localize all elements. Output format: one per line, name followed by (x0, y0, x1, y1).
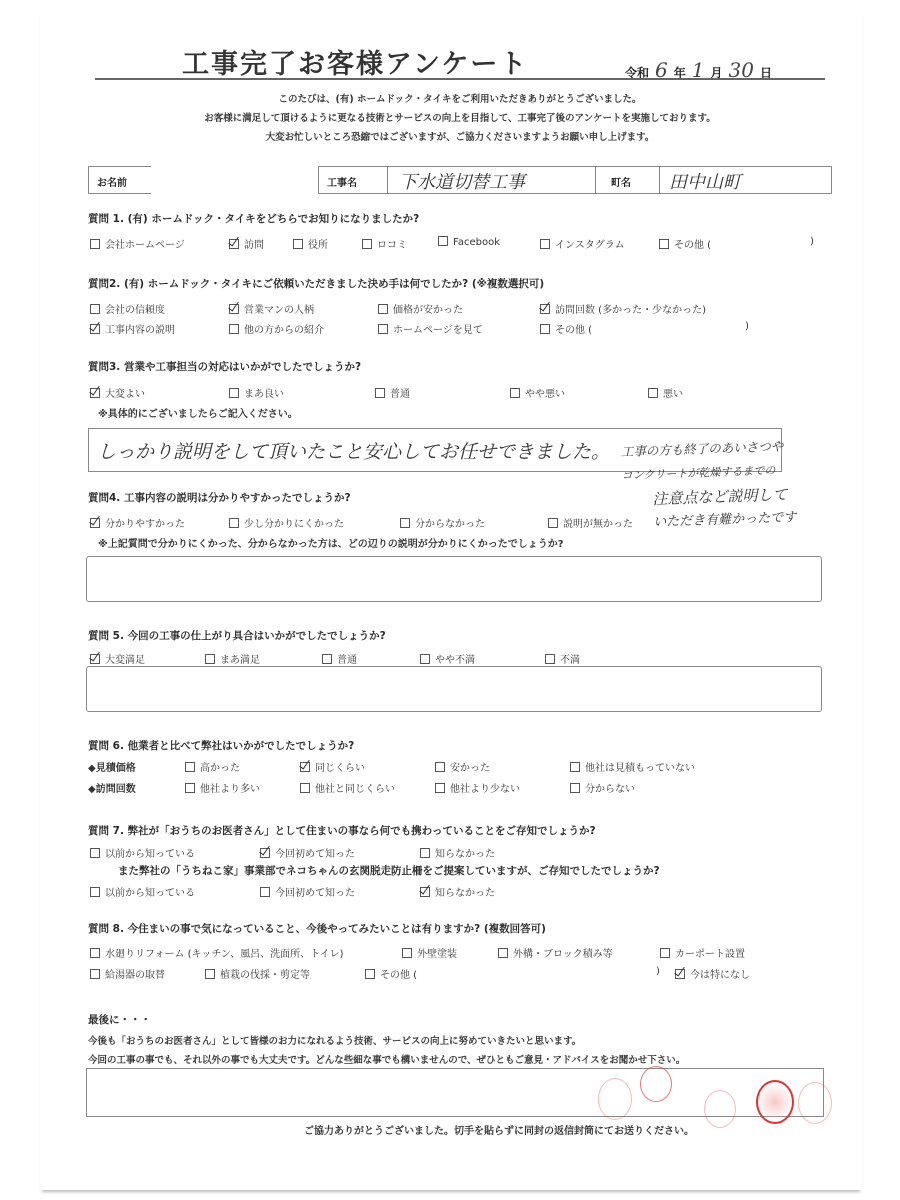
q7-option[interactable] (260, 884, 355, 899)
town-value[interactable]: 田中山町 (669, 172, 741, 193)
checkbox-icon[interactable] (229, 518, 239, 528)
q4-option[interactable] (229, 515, 344, 530)
q1-option[interactable] (659, 236, 711, 251)
title-rule (95, 78, 825, 80)
q7-option-label: 以前から知っている (105, 849, 195, 860)
q1-option-label: その他 ( (674, 240, 712, 251)
work-value[interactable]: 下水道切替工事 (399, 172, 525, 193)
checkbox-icon[interactable] (322, 654, 332, 664)
q2-option[interactable] (540, 321, 592, 336)
q1-option-label: 訪問 (244, 240, 264, 251)
closing-heading: 最後に・・・ (88, 1014, 151, 1026)
checkbox-icon[interactable] (90, 304, 100, 314)
work-info-fields (318, 166, 832, 194)
q8-option[interactable] (498, 945, 613, 960)
q2-option[interactable] (540, 301, 706, 316)
q3-option[interactable] (375, 385, 410, 400)
q3-note: ※具体的にございましたらご記入ください。 (98, 409, 298, 420)
closing-line: 今後も「おうちのお医者さん」として皆様のお力になれるよう技術、サービスの向上に努めていきたいと思います。 (88, 1036, 582, 1047)
q6-option-label: 同じくらい (315, 763, 365, 774)
checkbox-icon[interactable] (362, 239, 372, 249)
q3-option[interactable] (510, 385, 565, 400)
q1-option-label: 会社ホームページ (105, 240, 185, 251)
checkbox-icon[interactable] (498, 948, 508, 958)
q7-option[interactable] (90, 845, 195, 860)
q3-option-label: やや悪い (525, 389, 565, 400)
q8-title: 質問 8. 今住まいの事で気になっていること、今後やってみたいことは有りますか? (複数回答可) (88, 923, 546, 935)
q5-option[interactable] (322, 651, 357, 666)
q5-option-label: やや不満 (435, 655, 475, 666)
q6-row2-label: ◆訪問回数 (88, 784, 136, 795)
checkbox-icon[interactable] (229, 388, 239, 398)
q6-title: 質問 6. 他業者と比べて弊社はいかがでしたでしょうか? (88, 740, 355, 752)
checkbox-icon[interactable] (90, 969, 100, 979)
q6-option[interactable] (435, 780, 520, 795)
q1-option[interactable] (362, 236, 407, 251)
q6-option-label: 他社は見積もっていない (585, 763, 695, 774)
q4-option-label: 少し分かりにくかった (244, 519, 344, 530)
q6-option-label: 分からない (585, 784, 635, 795)
q2-option-label: ホームページを見て (393, 325, 483, 336)
q6-option-label: 安かった (450, 763, 490, 774)
checkbox-checked-icon[interactable] (540, 304, 550, 314)
q2-option-label: 工事内容の説明 (105, 325, 175, 336)
checkbox-icon[interactable] (229, 324, 239, 334)
checkbox-icon[interactable] (435, 783, 445, 793)
seal-stamp (640, 1066, 672, 1102)
q2-option-label: 訪問回数 (多かった・少なかった) (555, 305, 706, 316)
q8-option-label: 水廻りリフォーム (キッチン、風呂、洗面所、トイレ) (105, 949, 344, 960)
q2-option-label: 他の方からの紹介 (244, 325, 324, 336)
q7-option-label: 今回初めて知った (275, 849, 355, 860)
q3-title: 質問3. 営業や工事担当の対応はいかがでしたでしょうか? (88, 361, 362, 373)
q1-option-label: Facebook (453, 237, 500, 248)
q4-option-label: 分かりやすかった (105, 519, 185, 530)
checkbox-icon[interactable] (402, 948, 412, 958)
town-label: 町名 (611, 178, 631, 189)
q3-option[interactable] (648, 385, 683, 400)
checkbox-icon[interactable] (205, 654, 215, 664)
checkbox-icon[interactable] (90, 887, 100, 897)
q2-option[interactable] (90, 301, 165, 316)
seal-stamp (756, 1080, 794, 1124)
q6-option[interactable] (300, 759, 365, 774)
q1-option[interactable] (438, 236, 500, 248)
q3-answer-extra-line: いただき有難かったです (653, 510, 797, 531)
q7-sub-title: また弊社の「うちねこ家」事業部でネコちゃんの玄関脱走防止柵をご提案していますが、ご存知でしたでしょうか? (118, 865, 660, 877)
q6-option[interactable] (570, 780, 635, 795)
q5-answer-box[interactable] (86, 666, 822, 712)
q5-option[interactable] (90, 651, 145, 666)
q4-answer-box[interactable] (86, 556, 822, 602)
q7-option[interactable] (420, 884, 495, 899)
checkbox-checked-icon[interactable] (90, 388, 100, 398)
checkbox-icon[interactable] (659, 239, 669, 249)
q4-option[interactable] (400, 515, 485, 530)
checkbox-checked-icon[interactable] (229, 304, 239, 314)
checkbox-icon[interactable] (570, 783, 580, 793)
q1-option[interactable] (90, 236, 185, 251)
date-month-unit: 月 (710, 66, 723, 80)
checkbox-icon[interactable] (400, 518, 410, 528)
intro-line: このたびは、(有) ホームドック・タイキをご利用いただきありがとうございました。 (278, 94, 642, 105)
q3-answer-extra-line: 注意点など説明して (652, 485, 788, 509)
q5-option[interactable] (545, 651, 580, 666)
q1-option[interactable] (229, 236, 264, 251)
q6-row1-label: ◆見積価格 (88, 763, 136, 774)
q1-option-label: ロコミ (377, 240, 407, 251)
checkbox-icon[interactable] (185, 762, 195, 772)
q1-title: 質問 1. (有) ホームドック・タイキをどちらでお知りになりましたか? (88, 213, 420, 225)
checkbox-checked-icon[interactable] (90, 654, 100, 664)
q5-option-label: 普通 (337, 655, 357, 666)
q5-option-label: 大変満足 (105, 655, 145, 666)
checkbox-icon[interactable] (545, 654, 555, 664)
q2-title: 質問2. (有) ホームドック・タイキにご依頼いただきました決め手は何でしたか? (※複数選択可) (88, 278, 545, 290)
checkbox-icon[interactable] (90, 948, 100, 958)
checkbox-checked-icon[interactable] (300, 762, 310, 772)
q5-option-label: 不満 (560, 655, 580, 666)
checkbox-icon[interactable] (378, 324, 388, 334)
q4-option[interactable] (548, 515, 633, 530)
checkbox-icon[interactable] (260, 887, 270, 897)
q6-option-label: 他社より多い (200, 784, 260, 795)
q6-option[interactable] (300, 780, 395, 795)
intro-line: 大変お忙しいところ恐縮ではございますが、ご協力くださいますようお願い申し上げます。 (265, 132, 655, 143)
checkbox-icon[interactable] (540, 324, 550, 334)
q8-option[interactable] (205, 966, 310, 981)
checkbox-checked-icon[interactable] (260, 848, 270, 858)
q4-option-label: 分からなかった (415, 519, 485, 530)
seal-stamp (598, 1078, 632, 1120)
q1-option[interactable] (293, 236, 328, 251)
q8-option-label: 給湯器の取替 (105, 970, 165, 981)
checkbox-checked-icon[interactable] (90, 518, 100, 528)
q7-option-label: 今回初めて知った (275, 888, 355, 899)
checkbox-icon[interactable] (205, 969, 215, 979)
q6-option[interactable] (185, 780, 260, 795)
q8-option-label: 外構・ブロック積み等 (513, 949, 613, 960)
q2-option[interactable] (229, 321, 324, 336)
date-year-unit: 年 (673, 66, 686, 80)
checkbox-icon[interactable] (570, 762, 580, 772)
name-label: お名前 (97, 178, 127, 189)
checkbox-icon[interactable] (300, 783, 310, 793)
q2-close-paren: ) (745, 321, 749, 332)
date-day: 30 (728, 58, 754, 82)
q6-option-label: 他社より少ない (450, 784, 520, 795)
q3-option[interactable] (90, 385, 145, 400)
q2-option-label: 営業マンの人柄 (244, 305, 314, 316)
q3-answer-extra (620, 432, 863, 536)
q4-option[interactable] (90, 515, 185, 530)
q5-option-label: まあ満足 (220, 655, 260, 666)
q8-option[interactable] (675, 966, 750, 981)
seal-stamp (798, 1082, 832, 1124)
checkbox-icon[interactable] (438, 236, 448, 246)
q6-option[interactable] (185, 759, 240, 774)
q5-title: 質問 5. 今回の工事の仕上がり具合はいかがでしたでしょうか? (88, 630, 386, 642)
q3-answer: しっかり説明をして頂いたこと安心してお任せできました。 (97, 441, 611, 463)
name-field[interactable] (88, 166, 151, 194)
q8-option-label: 植栽の伐採・剪定等 (220, 970, 310, 981)
checkbox-icon[interactable] (375, 388, 385, 398)
q8-option[interactable] (90, 966, 165, 981)
q8-option[interactable] (365, 966, 417, 981)
checkbox-icon[interactable] (293, 239, 303, 249)
q8-option-label: その他 ( (380, 970, 418, 981)
q3-option-label: 普通 (390, 389, 410, 400)
q7-option-label: 以前から知っている (105, 888, 195, 899)
checkbox-icon[interactable] (185, 783, 195, 793)
q3-option-label: 大変よい (105, 389, 145, 400)
checkbox-checked-icon[interactable] (90, 324, 100, 334)
checkbox-icon[interactable] (378, 304, 388, 314)
checkbox-icon[interactable] (90, 239, 100, 249)
q2-option-label: 会社の信頼度 (105, 305, 165, 316)
q6-option-label: 他社と同じくらい (315, 784, 395, 795)
q1-option-label: インスタグラム (555, 240, 625, 251)
checkbox-icon[interactable] (365, 969, 375, 979)
q4-option-label: 説明が無かった (563, 519, 633, 530)
q2-option[interactable] (229, 301, 314, 316)
checkbox-icon[interactable] (648, 388, 658, 398)
checkbox-icon[interactable] (435, 762, 445, 772)
q7-option[interactable] (90, 884, 195, 899)
q7-option-label: 知らなかった (435, 888, 495, 899)
checkbox-checked-icon[interactable] (675, 969, 685, 979)
q5-option[interactable] (420, 651, 475, 666)
checkbox-checked-icon[interactable] (229, 239, 239, 249)
q3-option[interactable] (229, 385, 284, 400)
q2-option-label: 価格が安かった (393, 305, 463, 316)
q4-title: 質問4. 工事内容の説明は分かりやすかったでしょうか? (88, 492, 351, 504)
q1-option[interactable] (540, 236, 625, 251)
q3-option-label: 悪い (663, 389, 683, 400)
q3-answer-extra-line: コンクリートが乾燥するまでの (621, 463, 776, 483)
checkbox-icon[interactable] (540, 239, 550, 249)
q8-option-label: カーポート設置 (675, 949, 745, 960)
q8-option[interactable] (90, 945, 343, 960)
work-label: 工事名 (327, 178, 357, 189)
checkbox-icon[interactable] (420, 848, 430, 858)
checkbox-icon[interactable] (660, 948, 670, 958)
q2-option[interactable] (378, 321, 483, 336)
q8-option[interactable] (402, 945, 457, 960)
checkbox-icon[interactable] (420, 654, 430, 664)
q3-option-label: まあ良い (244, 389, 284, 400)
checkbox-checked-icon[interactable] (420, 887, 430, 897)
q6-option[interactable] (435, 759, 490, 774)
q8-close-paren: ) (656, 966, 660, 977)
q1-option-label: 役所 (308, 240, 328, 251)
date-era: 令和 (625, 66, 650, 80)
q7-option-label: 知らなかった (435, 849, 495, 860)
q6-option[interactable] (570, 759, 695, 774)
checkbox-icon[interactable] (90, 848, 100, 858)
intro-line: お客様に満足して頂けるように更なる技術とサービスの向上を目指して、工事完了後のアンケートを実施しております。 (204, 113, 716, 124)
q7-option[interactable] (260, 845, 355, 860)
q8-option-label: 今は特になし (690, 970, 750, 981)
closing-line: 今回の工事の事でも、それ以外の事でも大丈夫です。どんな些細な事でも構いませんので、ぜひともご意見・アドバイスをお聞かせ下さい。 (88, 1055, 686, 1066)
q5-option[interactable] (205, 651, 260, 666)
q8-option[interactable] (660, 945, 745, 960)
q2-option[interactable] (378, 301, 463, 316)
q6-option-label: 高かった (200, 763, 240, 774)
date-day-unit: 日 (759, 66, 772, 80)
q8-option-label: 外壁塗装 (417, 949, 457, 960)
q7-title: 質問 7. 弊社が「おうちのお医者さん」として住まいの事なら何でも携わっていることをご存知でしょうか? (88, 825, 596, 837)
page-title: 工事完了お客様アンケート (182, 49, 529, 80)
date-year: 6 (655, 58, 668, 82)
date-month: 1 (691, 58, 705, 82)
q3-answer-extra-line: 工事の方も終了のあいさつや (620, 438, 784, 460)
checkbox-icon[interactable] (510, 388, 520, 398)
q1-close-paren: ) (810, 236, 814, 247)
checkbox-icon[interactable] (548, 518, 558, 528)
closing-footer: ご協力ありがとうございました。切手を貼らずに同封の返信封筒にてお送りください。 (304, 1126, 694, 1137)
q2-option[interactable] (90, 321, 175, 336)
q2-option-label: その他 ( (555, 325, 593, 336)
q4-note: ※上記質問で分かりにくかった、分からなかった方は、どの辺りの説明が分かりにくかったでしょうか? (98, 539, 564, 550)
q7-option[interactable] (420, 845, 495, 860)
seal-stamp (704, 1090, 736, 1128)
